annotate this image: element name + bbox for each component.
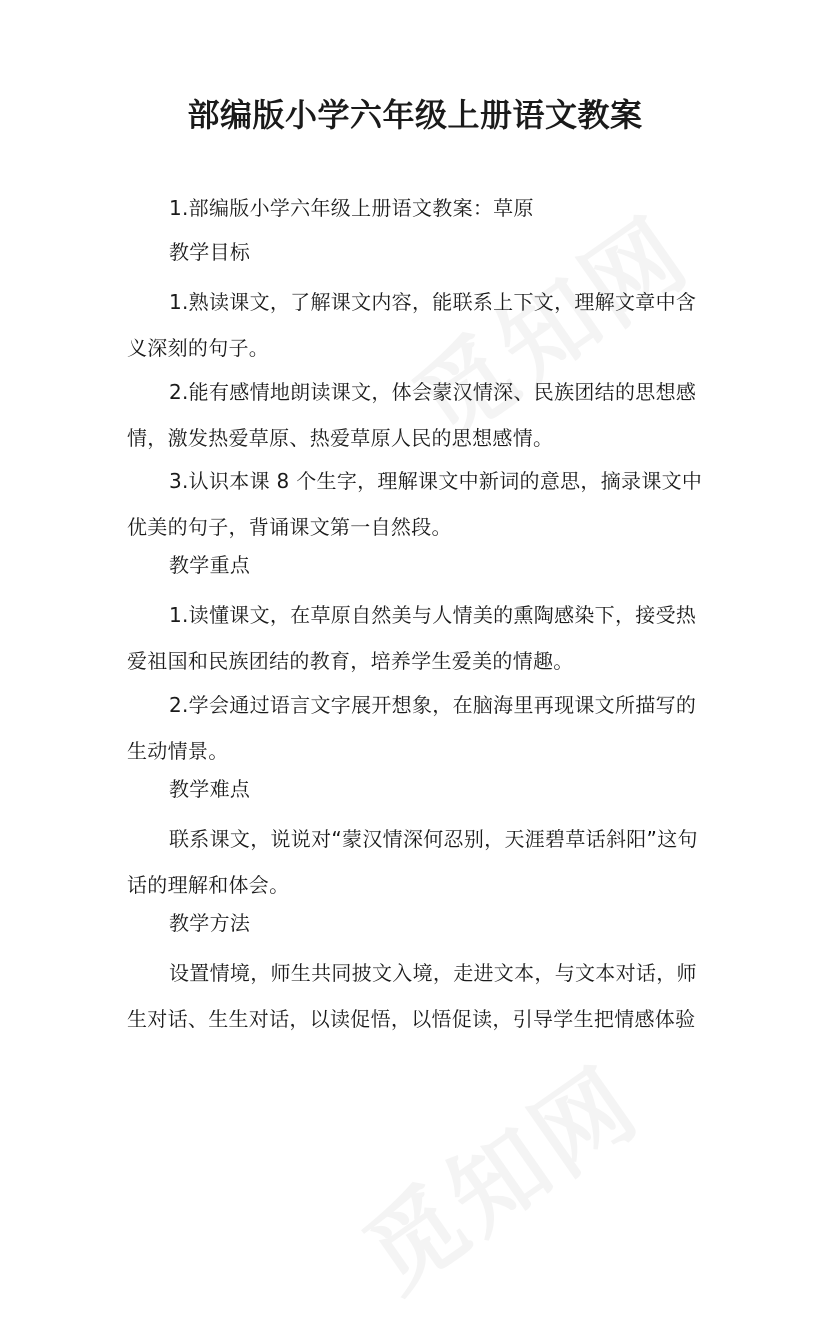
paragraph-line: 生动情景。 bbox=[127, 739, 229, 763]
subheading-methods: 教学方法 bbox=[169, 911, 251, 935]
paragraph-line: 义深刻的句子。 bbox=[127, 336, 270, 360]
paragraph-line: 设置情境，师生共同披文入境，走进文本，与文本对话，师 bbox=[169, 961, 697, 985]
subheading-teaching-goals: 教学目标 bbox=[169, 240, 251, 264]
document-title: 部编版小学六年级上册语文教案 bbox=[187, 96, 643, 134]
subheading-difficulties: 教学难点 bbox=[169, 777, 251, 801]
paragraph-line: 3.认识本课 8 个生字，理解课文中新词的意思，摘录课文中 bbox=[169, 469, 703, 493]
paragraph-line: 情，激发热爱草原、热爱草原人民的思想感情。 bbox=[127, 426, 554, 450]
paragraph-line: 爱祖国和民族团结的教育，培养学生爱美的情趣。 bbox=[127, 649, 574, 673]
paragraph-line: 优美的句子，背诵课文第一自然段。 bbox=[127, 515, 452, 539]
paragraph-line: 话的理解和体会。 bbox=[127, 873, 290, 897]
paragraph-line: 1.读懂课文，在草原自然美与人情美的熏陶感染下，接受热 bbox=[169, 603, 697, 627]
paragraph-line: 1.熟读课文，了解课文内容，能联系上下文，理解文章中含 bbox=[169, 290, 697, 314]
subheading-key-points: 教学重点 bbox=[169, 553, 251, 577]
section-heading: 1.部编版小学六年级上册语文教案：草原 bbox=[169, 196, 534, 220]
paragraph-line: 2.学会通过语言文字展开想象，在脑海里再现课文所描写的 bbox=[169, 693, 697, 717]
watermark bbox=[333, 1030, 662, 1317]
paragraph-line: 生对话、生生对话，以读促悟，以悟促读，引导学生把情感体验 bbox=[127, 1007, 696, 1031]
paragraph-line: 联系课文，说说对“蒙汉情深何忍别，天涯碧草话斜阳”这句 bbox=[169, 827, 698, 851]
paragraph-line: 2.能有感情地朗读课文，体会蒙汉情深、民族团结的思想感 bbox=[169, 380, 697, 404]
